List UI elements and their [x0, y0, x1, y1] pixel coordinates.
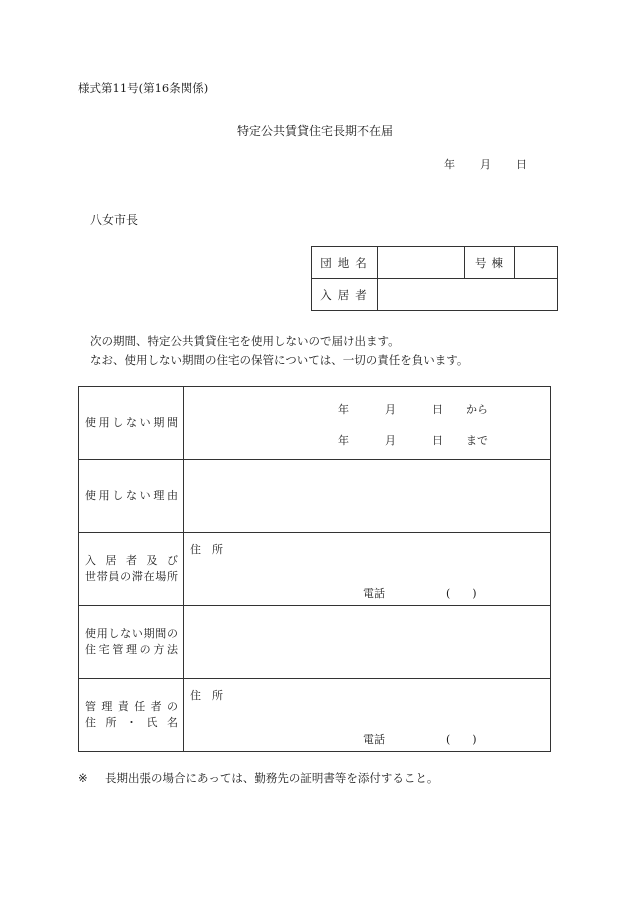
manager-row — [79, 679, 551, 752]
period-from-month: 月 — [385, 403, 396, 416]
form-number: 様式第11号(第16条関係) — [78, 81, 209, 95]
stay-place-phone-parens: ( ) — [446, 587, 477, 600]
footnote-mark: ※ — [78, 771, 88, 785]
period-from-day: 日 — [432, 403, 443, 416]
management-method-label-line-2: 住宅管理の方法 — [85, 643, 178, 656]
reason-field[interactable] — [184, 460, 551, 533]
estate-info-table — [311, 246, 558, 311]
estate-name-label: 団地名 — [312, 247, 378, 279]
period-field[interactable] — [184, 387, 551, 460]
resident-label: 入居者 — [312, 279, 378, 311]
building-number-field[interactable] — [515, 247, 558, 279]
period-to-year: 年 — [338, 434, 349, 447]
manager-address-label: 住 所 — [190, 689, 223, 702]
footnote-text: 長期出張の場合にあっては、勤務先の証明書等を添付すること。 — [104, 771, 439, 785]
period-row — [79, 387, 551, 460]
stay-place-address-label: 住 所 — [190, 543, 223, 556]
management-method-label-line-1: 使用しない期間の — [85, 627, 178, 640]
estate-name-field[interactable] — [378, 247, 465, 279]
stay-place-label-line-1: 入居者及び — [85, 554, 178, 567]
period-from-suffix: から — [466, 403, 488, 416]
reason-label: 使用しない理由 — [85, 489, 178, 502]
date-month-label: 月 — [480, 158, 491, 171]
period-label: 使用しない期間 — [85, 416, 178, 429]
addressee: 八女市長 — [90, 213, 139, 227]
manager-label-line-2: 住所・氏名 — [85, 716, 178, 729]
period-to-day: 日 — [432, 434, 443, 447]
notice-line-1: 次の期間、特定公共賃貸住宅を使用しないので届け出ます。 — [90, 334, 400, 348]
management-method-field[interactable] — [184, 606, 551, 679]
management-method-row — [79, 606, 551, 679]
reason-label-cell — [79, 460, 184, 533]
management-method-label-cell — [79, 606, 184, 679]
manager-label-line-1: 管理責任者の — [85, 700, 178, 713]
resident-name-field[interactable] — [378, 279, 558, 311]
date-year-label: 年 — [444, 158, 455, 171]
building-number-label: 号棟 — [465, 247, 515, 279]
stay-place-label-cell — [79, 533, 184, 606]
submission-date — [444, 156, 527, 172]
stay-place-row — [79, 533, 551, 606]
period-label-cell — [79, 387, 184, 460]
stay-place-label-line-2: 世帯員の滞在場所 — [85, 570, 178, 583]
period-to-month: 月 — [385, 434, 396, 447]
manager-label-cell — [79, 679, 184, 752]
notice-line-2: なお、使用しない期間の住宅の保管については、一切の責任を負います。 — [90, 353, 469, 367]
footnote — [78, 770, 438, 786]
date-day-label: 日 — [516, 158, 527, 171]
manager-field[interactable] — [184, 679, 551, 752]
manager-phone-parens: ( ) — [446, 733, 477, 746]
manager-phone-label: 電話 — [363, 733, 385, 746]
period-to-suffix: まで — [466, 434, 488, 447]
period-from-year: 年 — [338, 403, 349, 416]
stay-place-field[interactable] — [184, 533, 551, 606]
reason-row — [79, 460, 551, 533]
stay-place-phone-label: 電話 — [363, 587, 385, 600]
main-form-table — [78, 386, 551, 752]
document-title: 特定公共賃貸住宅長期不在届 — [236, 124, 393, 138]
